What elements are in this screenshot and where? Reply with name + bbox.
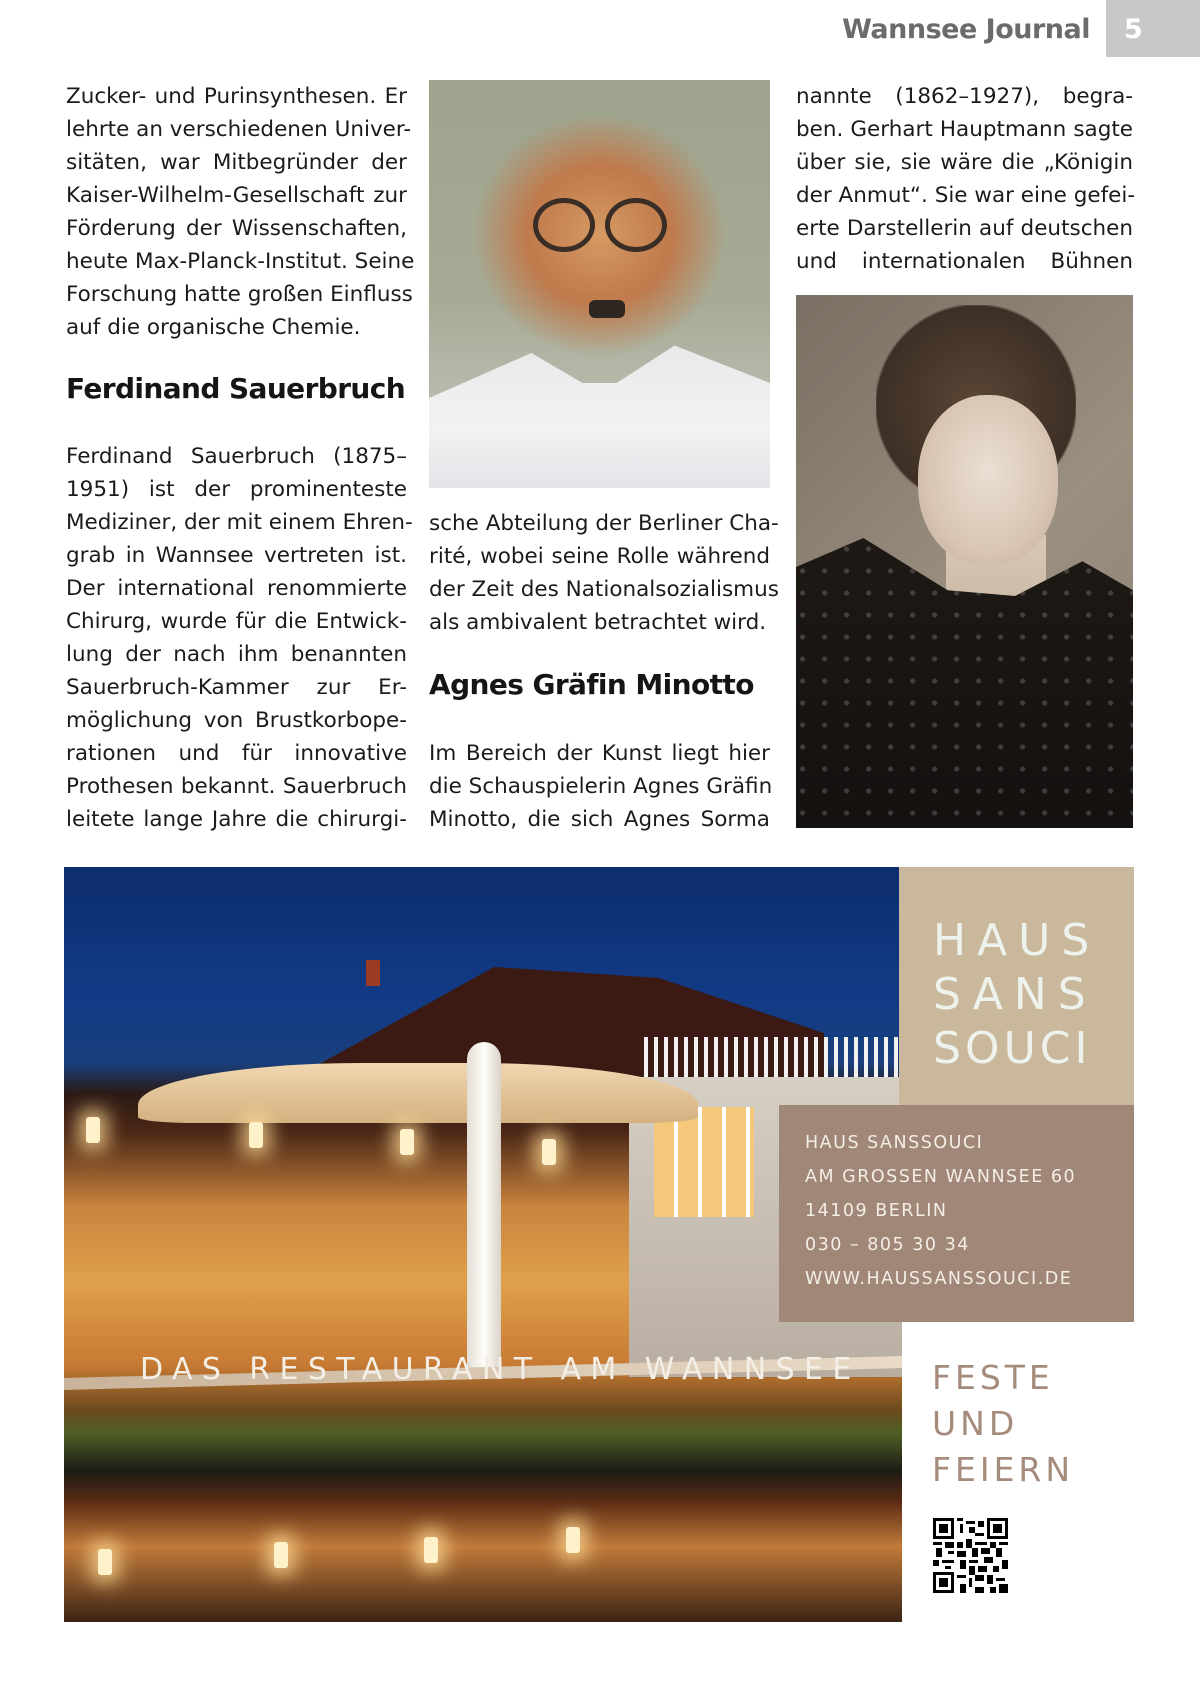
text-line: Kaiser-Wilhelm-Gesellschaft zur <box>66 183 407 208</box>
ad-contact-panel <box>779 1105 1134 1322</box>
text-line: grab in Wannsee vertreten ist. <box>66 543 407 568</box>
contact-phone[interactable]: 030 – 805 30 34 <box>805 1235 970 1255</box>
paragraph-sauerbruch <box>66 440 413 836</box>
contact-city: 14109 BERLIN <box>805 1201 948 1221</box>
text-line: heute Max-Planck-Institut. Seine <box>66 249 415 274</box>
tagline-line: FESTE <box>932 1358 1054 1397</box>
contact-website-link[interactable]: WWW.HAUSSANSSOUCI.DE <box>805 1269 1073 1289</box>
portrait-sorma-image <box>796 295 1133 828</box>
text-line: erte Darstellerin auf deutschen <box>796 216 1133 241</box>
text-line: und internationalen Bühnen <box>796 249 1133 274</box>
text-line: der Anmut“. Sie war eine gefei- <box>796 183 1136 208</box>
text-line: als ambivalent betrachtet wird. <box>429 610 767 635</box>
lit-windows-shape <box>654 1107 754 1217</box>
lantern-icon <box>542 1139 556 1165</box>
mustache-shape <box>589 300 625 318</box>
text-line: rité, wobei seine Rolle während <box>429 544 770 569</box>
page-number: 5 <box>1124 14 1143 45</box>
text-line: Im Bereich der Kunst liegt hier <box>429 741 770 766</box>
glasses-left-shape <box>533 198 595 252</box>
text-line: rationen und für innovative <box>66 741 407 766</box>
paragraph-minotto <box>429 737 773 836</box>
text-line: lung der nach ihm benannten <box>66 642 407 667</box>
ad-slogan: DAS RESTAURANT AM WANNSEE <box>140 1352 861 1387</box>
text-line: auf die organische Chemie. <box>66 315 361 340</box>
glasses-right-shape <box>605 198 667 252</box>
text-line: Prothesen bekannt. Sauerbruch <box>66 774 407 799</box>
paragraph-intro <box>66 80 415 344</box>
text-line: lehrte an verschiedenen Univer- <box>66 117 412 142</box>
text-line: Mediziner, der mit einem Ehren- <box>66 510 413 535</box>
text-line: Sauerbruch-Kammer zur Er- <box>66 675 407 700</box>
balcony-railing-shape <box>644 1037 902 1077</box>
lantern-reflection-icon <box>424 1537 438 1563</box>
face-shape <box>918 395 1058 565</box>
portrait-sauerbruch-image <box>429 80 770 488</box>
tagline-line: UND <box>932 1404 1019 1443</box>
paragraph-sauerbruch-continued <box>429 507 779 639</box>
text-line: nannte (1862–1927), begra- <box>796 84 1133 109</box>
contact-name: HAUS SANSSOUCI <box>805 1133 984 1153</box>
text-line: der Zeit des Nationalsozialismus <box>429 577 779 602</box>
text-line: möglichung von Brustkorbope- <box>66 708 407 733</box>
text-line: sitäten, war Mitbegründer der <box>66 150 407 175</box>
text-line: ben. Gerhart Hauptmann sagte <box>796 117 1133 142</box>
restaurant-photo <box>64 867 902 1622</box>
terrace-awning-shape <box>138 1063 698 1123</box>
ad-tagline <box>932 1355 1074 1493</box>
lantern-reflection-icon <box>98 1549 112 1575</box>
lantern-reflection-icon <box>274 1542 288 1568</box>
lantern-icon <box>400 1129 414 1155</box>
lantern-reflection-icon <box>566 1527 580 1553</box>
text-line: Förderung der Wissenschaften, <box>66 216 407 241</box>
lantern-icon <box>249 1122 263 1148</box>
brand-line: HAUS <box>933 915 1101 966</box>
text-line: die Schauspielerin Agnes Gräfin <box>429 774 773 799</box>
text-line: leitete lange Jahre die chirurgi- <box>66 807 407 832</box>
qr-code-icon[interactable] <box>933 1518 1008 1593</box>
text-line: 1951) ist der prominenteste <box>66 477 407 502</box>
text-line: Der international renommierte <box>66 576 407 601</box>
text-line: Zucker- und Purinsynthesen. Er <box>66 84 407 109</box>
text-line: sche Abteilung der Berliner Cha- <box>429 511 779 536</box>
text-line: Forschung hatte großen Einfluss <box>66 282 413 307</box>
text-line: über sie, sie wäre die „Königin <box>796 150 1133 175</box>
tagline-line: FEIERN <box>932 1450 1075 1489</box>
text-line: Minotto, die sich Agnes Sorma <box>429 807 770 832</box>
ad-brand-panel <box>899 867 1134 1105</box>
contact-street: AM GROSSEN WANNSEE 60 <box>805 1167 1077 1187</box>
chimney-shape <box>366 960 380 986</box>
running-title: Wannsee Journal <box>842 14 1090 45</box>
heading-minotto: Agnes Gräfin Minotto <box>429 668 754 701</box>
white-coat-shape <box>429 338 770 488</box>
text-line: Chirurg, wurde für die Entwick- <box>66 609 407 634</box>
heading-sauerbruch: Ferdinand Sauerbruch <box>66 372 406 405</box>
page-number-box <box>1106 0 1200 57</box>
paragraph-minotto-continued <box>796 80 1136 278</box>
lantern-icon <box>86 1117 100 1143</box>
brand-line: SANS <box>933 969 1097 1020</box>
closed-umbrella-shape <box>467 1042 501 1372</box>
brand-line: SOUCI <box>933 1023 1092 1074</box>
text-line: Ferdinand Sauerbruch (1875– <box>66 444 407 469</box>
